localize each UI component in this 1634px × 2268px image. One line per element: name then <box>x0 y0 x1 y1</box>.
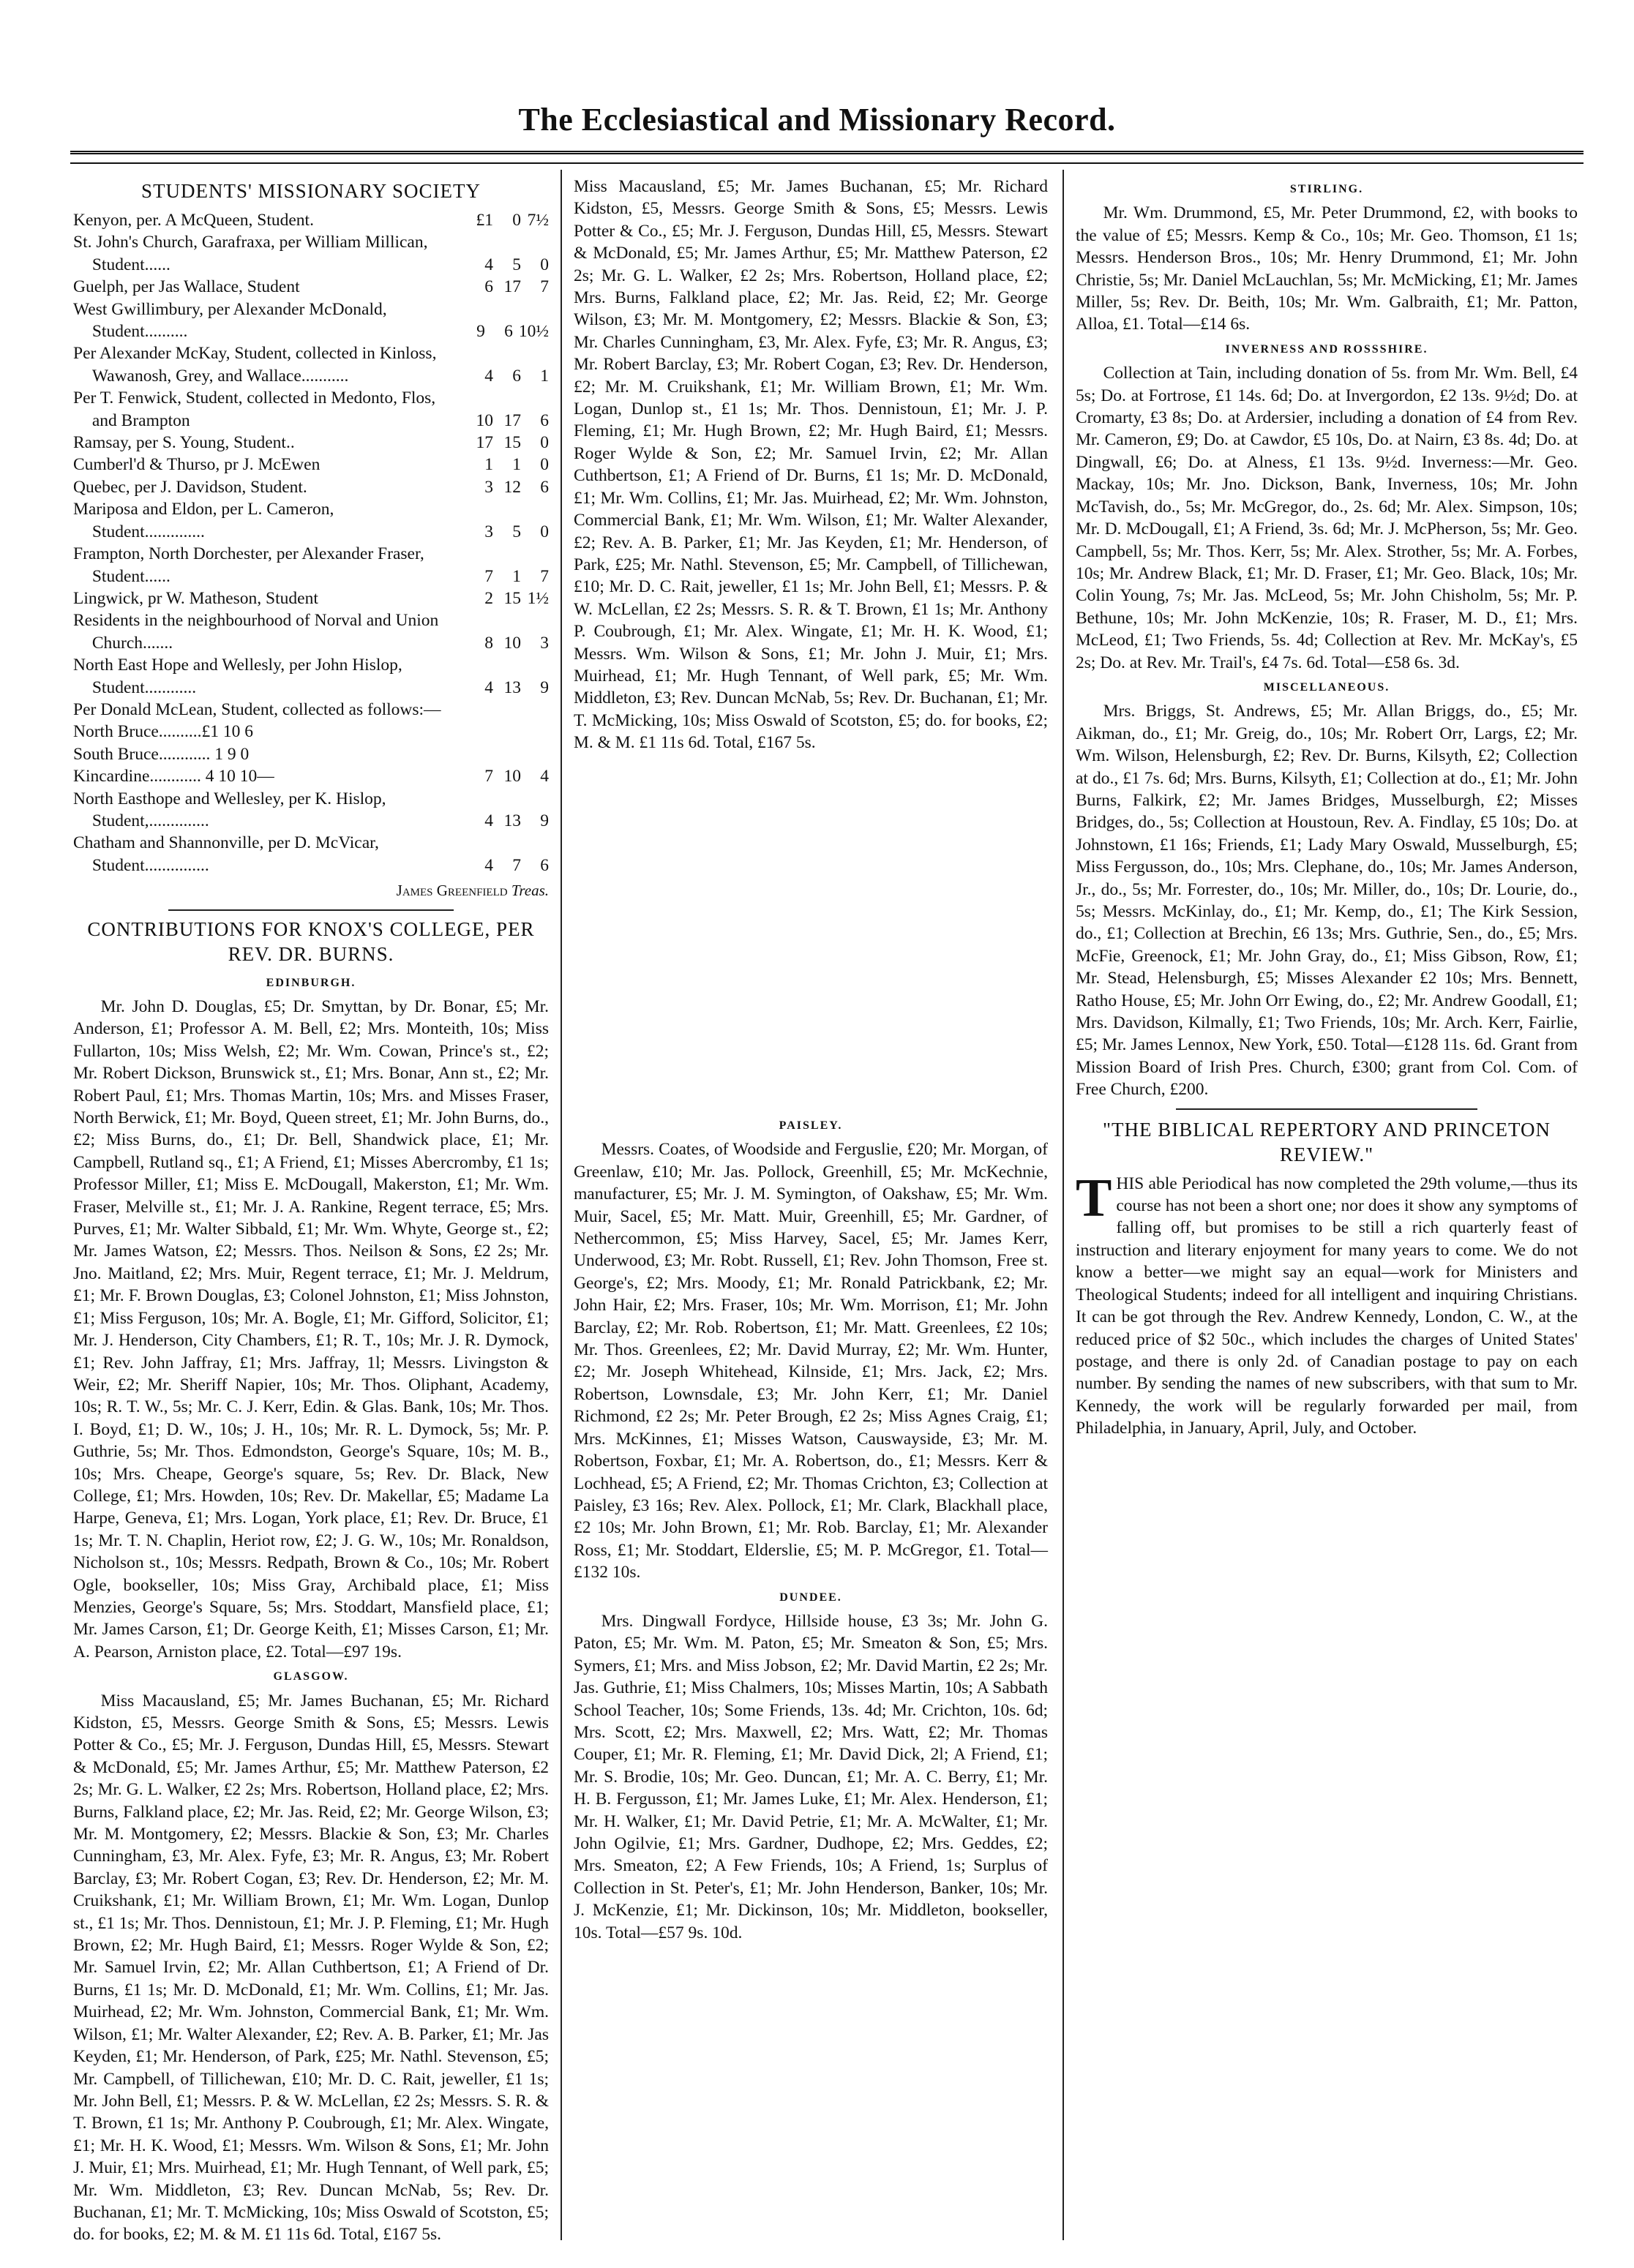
entry-amount <box>446 432 549 454</box>
amount-part: 1½ <box>527 588 549 608</box>
amount-part: 9 <box>540 811 549 830</box>
subheading: INVERNESS AND ROSSSHIRE. <box>1225 342 1428 356</box>
entry-amount <box>446 410 549 432</box>
section-divider <box>168 909 454 911</box>
list-item <box>73 832 549 876</box>
column-divider <box>561 170 562 2240</box>
amount-part: 0 <box>540 433 549 453</box>
entry-amount <box>446 365 549 387</box>
entry-amount <box>446 587 549 609</box>
amount-part: 1 <box>512 566 521 586</box>
amount-part: 7 <box>540 277 549 297</box>
amount-part: 6 <box>540 855 549 875</box>
treasurer-name: James Greenfield <box>396 882 508 900</box>
entry-label: Cumberl'd & Thurso, pr J. McEwen <box>73 455 321 475</box>
entry-label: Kenyon, per. A McQueen, Student. <box>73 211 314 230</box>
section-divider <box>1176 1108 1477 1110</box>
amount-part: 0 <box>512 211 521 230</box>
list-item <box>73 609 549 654</box>
amount-part: 0 <box>540 522 549 541</box>
entry-label: Per T. Fenwick, Student, collected in Medonto, Flos, and Brampton <box>73 388 436 430</box>
entry-amount <box>446 320 549 342</box>
masthead-rule-thin <box>70 162 1584 164</box>
list-item <box>73 342 549 387</box>
amount-part: 9 <box>476 322 485 342</box>
list-item <box>73 765 549 787</box>
paragraph <box>574 176 1048 1112</box>
amount-part: 4 <box>484 855 493 875</box>
amount-part: 6 <box>540 410 549 430</box>
entry-label: North East Hope and Wellesly, per John Hislop, Student............ <box>73 656 402 697</box>
entry-amount <box>446 521 549 543</box>
amount-part: 9 <box>540 677 549 697</box>
entry-label: Guelph, per Jas Wallace, Student <box>73 277 300 297</box>
amount-part: 6 <box>540 477 549 497</box>
list-item <box>73 231 549 276</box>
entry-amount <box>446 254 549 276</box>
entry-label: St. John's Church, Garafraxa, per William Millican, Student...... <box>73 233 428 274</box>
amount-part: 17 <box>503 277 521 297</box>
masthead-rule <box>70 151 1584 154</box>
entry-label: North Easthope and Wellesley, per K. Hislop, Student,.............. <box>73 789 386 830</box>
entry-label: Residents in the neighbourhood of Norval and Union Church....... <box>73 611 439 653</box>
entry-amount <box>446 632 549 654</box>
amount-part: 0 <box>540 455 549 475</box>
amount-part: 17 <box>476 433 493 453</box>
amount-part: 1 <box>540 366 549 386</box>
entry-label: Frampton, North Dorchester, per Alexander Fraser, Student...... <box>73 544 424 586</box>
treasurer-title: Treas. <box>511 882 549 900</box>
amount-part: 0 <box>540 255 549 274</box>
section-heading: STUDENTS' MISSIONARY SOCIETY <box>141 180 481 202</box>
subheading: STIRLING. <box>1289 183 1364 195</box>
column-3 <box>1076 176 1578 1440</box>
entry-amount <box>446 209 549 231</box>
subheading: EDINBURGH. <box>266 976 356 989</box>
list-item <box>73 788 549 833</box>
amount-part: 5 <box>512 255 521 274</box>
amount-part: 15 <box>503 588 521 608</box>
amount-part: 4 <box>484 255 493 274</box>
paragraph: Messrs. Coates, of Woodside and Ferguslie, £20; Mr. Morgan, of Greenlaw, £10; Mr. Jas. Pollock, Greenhill, £5; Mr. McKechnie, manufacturer, £5; Mr. J. M. Symington, of Oakshaw, £5; Mr. Wm. Muir, Sacel, £5; Mr. Matt. Muir, Greenhill, £5; Mr. Gardner, of Nethercommon, £5; Miss Harvey, Sacel, £5; Mr. James Kerr, Underwood, £3; Mr. Robt. Russell, £1; Rev. John Thomson, Free st. George's, £2; Mrs. Moody, £1; Mr. Ronald Patrickbank, £2; Mr. John Hair, £2; Mrs. Fraser, 10s; Mr. Wm. Morrison, £1; Mr. John Barclay, £2; Mr. Rob. Robertson, £1; Mr. Matt. Greenlees, £2 10s; Mr. Thos. Greenlees, £2; Mr. David Murray, £2; Mr. Wm. Hunter, £2; Mr. Joseph Whitehead, Kilnside, £1; Mrs. Jack, £2; Mrs. Robertson, Lownsdale, £3; Mr. John Kerr, £1; Mr. Daniel Richmond, £2 2s; Mr. Peter Brough, £2 2s; Miss Agnes Craig, £1; Mrs. McKinnes, £1; Misses Watson, Causwayside, £3; Mr. M. Robertson, Foxbar, £1; Mr. A. Robertson, do., £1; Messrs. Kerr & Lochhead, £5; A Friend, £2; Mr. Thomas Crichton, £3; Collection at Paisley, £3 16s; Rev. Alex. Pollock, £1; Mr. Clark, Blackhall place, £2 10s; Mr. John Brown, £1; Mr. Rob. Barclay, £1; Mr. Alexander Ross, £1; Mr. Stoddart, Elderslie, £5; M. P. McGregor, £1. Total—£132 10s. <box>574 1140 1048 1582</box>
entry-label: South Bruce............ 1 9 0 <box>73 744 250 764</box>
entry-amount <box>446 855 549 876</box>
paragraph <box>1076 1168 1578 1440</box>
entry-label: Chatham and Shannonville, per D. McVicar, Student............... <box>73 833 379 875</box>
entry-label: Per Alexander McKay, Student, collected in Kinloss, Wawanosh, Grey, and Wallace........... <box>73 344 437 386</box>
review-body: HIS able Periodical has now completed the 29th volume,—thus its course has not been a short one; nor does it show any symptoms of falling off, but promises to be still a rich quarterly feast of instruction and literary enjoyment for many years to come. We do not know a better—we might say an equal—work for Ministers and Theological Students; indeed for all intelligent and inquiring Christians. It can be got through the Rev. Andrew Kennedy, London, C. W., at the reduced price of $2 50c., which includes the charges of United States' postage, and there is only 2d. of Canadian postage to pay on each number. By sending the names of new subscribers, with that sum to Mr. Kennedy, the work will be regularly forwarded per mail, from Philadelphia, in January, April, July, and October. <box>1076 1174 1578 1438</box>
entry-label: Mariposa and Eldon, per L. Cameron, Student.............. <box>73 500 334 541</box>
list-item <box>73 476 549 498</box>
amount-part: 5 <box>512 522 521 541</box>
masthead: The Ecclesiastical and Missionary Record. <box>518 102 1116 138</box>
subheading: PAISLEY. <box>779 1119 843 1132</box>
amount-part: 8 <box>484 633 493 653</box>
paragraph: Collection at Tain, including donation of 5s. from Mr. Wm. Bell, £4 5s; Do. at Fortrose, £1 14s. 6d; Do. at Invergordon, £2 13s. 9½d; Do. at Cromarty, £3 8s; Do. at Ardersier, including a donation of £4 from Rev. Mr. Cameron, £9; Do. at Cawdor, £5 10s, Do. at Nairn, £3 8s. 4d; Do. at Dingwall, £6; Do. at Alness, £1 13s. 9½d. Inverness:—Mr. Geo. Mackay, 10s; Mr. Jno. Dickson, Bank, Inverness, 10s; Mr. John McTavish, do., 5s; Mr. McGregor, do., 2s. 6d; Mr. Alex. Simpson, 10s; Mr. D. McDougall, £1; A Friend, 3s. 6d; Mr. J. McPherson, 5s; Mr. Geo. Campbell, 5s; Mr. Thos. Kerr, 5s; Mr. Alex. Strother, 5s; Mr. A. Forbes, 10s; Mr. Andrew Black, £1; Mr. D. Fraser, £1; Mr. Geo. Black, 10s; Mr. Colin Young, 7s; Mr. Jas. McLeod, 5s; Mr. John Chisholm, 5s; Mr. P. Bethune, 10s; Mr. John McKenzie, 10s; R. Fraser, M. D., £1; Mrs. McLeod, £1; Two Friends, 5s. 4d; Collection at Rev. Mr. McKay's, £5 2s; Do. at Rev. Mr. Trail's, £4 7s. 6d. Total—£58 6s. 3d. <box>1076 364 1578 672</box>
list-item <box>73 721 549 743</box>
subheading: GLASGOW. <box>273 1670 349 1683</box>
amount-part: 13 <box>503 811 521 830</box>
amount-part: 10½ <box>518 322 549 342</box>
entry-amount <box>446 677 549 699</box>
subheading: MISCELLANEOUS. <box>1263 680 1390 694</box>
amount-part: 2 <box>484 588 493 608</box>
entry-amount <box>446 566 549 587</box>
entry-label: Ramsay, per S. Young, Student.. <box>73 433 295 453</box>
column-divider <box>1063 170 1064 2240</box>
entry-amount <box>446 454 549 476</box>
amount-part: 3 <box>484 522 493 541</box>
amount-part: 3 <box>484 477 493 497</box>
subscription-list <box>73 209 549 876</box>
section-heading: CONTRIBUTIONS FOR KNOX'S COLLEGE, PER REV. DR. BURNS. <box>87 917 535 965</box>
amount-part: 12 <box>503 477 521 497</box>
list-item <box>73 498 549 543</box>
entry-label: Kincardine............ 4 10 10— <box>73 767 274 786</box>
amount-part: 7 <box>540 566 549 586</box>
entry-label: Lingwick, pr W. Matheson, Student <box>73 588 318 608</box>
drop-cap: T <box>1076 1168 1112 1228</box>
amount-part: 4 <box>484 677 493 697</box>
entry-label: North Bruce..........£1 10 6 <box>73 722 254 742</box>
entry-label: Quebec, per J. Davidson, Student. <box>73 477 307 497</box>
amount-part: 7 <box>484 566 493 586</box>
list-item <box>73 543 549 587</box>
list-item <box>73 209 549 231</box>
entry-amount <box>446 810 549 832</box>
entry-amount <box>446 276 549 298</box>
list-item <box>73 699 549 721</box>
amount-part: 4 <box>484 366 493 386</box>
list-item <box>73 743 549 765</box>
amount-part: 10 <box>503 633 521 653</box>
list-item <box>73 587 549 609</box>
list-item <box>73 387 549 432</box>
amount-part: 7½ <box>527 211 549 230</box>
amount-part: 17 <box>503 410 521 430</box>
paragraph: Miss Macausland, £5; Mr. James Buchanan, £5; Mr. Richard Kidston, £5, Messrs. George Smith & Sons, £5; Messrs. Lewis Potter & Co., £5; Mr. J. Ferguson, Dundas Hill, £5, Messrs. Stewart & McDonald, £5; Mr. James Arthur, £5; Mr. Matthew Paterson, £2 2s; Mr. G. L. Walker, £2 2s; Mrs. Robertson, Holland place, £2; Mrs. Burns, Falkland place, £2; Mr. Jas. Reid, £2; Mr. George Wilson, £3; Mr. M. Montgomery, £2; Messrs. Blackie & Son, £3; Mr. Charles Cunningham, £3, Mr. Alex. Fyfe, £3; Mr. R. Angus, £3; Mr. Robert Barclay, £3; Mr. Robert Cogan, £3; Rev. Dr. Henderson, £2; Mr. M. Cruikshank, £1; Mr. William Brown, £1; Mr. Wm. Logan, Dunlop st., £1 1s; Mr. Thos. Dennistoun, £1; Mr. J. P. Fleming, £1; Mr. Hugh Brown, £2; Mr. Hugh Baird, £1; Messrs. Roger Wylde & Son, £2; Mr. Samuel Irvin, £2; Mr. Allan Cuthbertson, £1; A Friend of Dr. Burns, £1 1s; Mr. D. McDonald, £1; Mr. Wm. Collins, £1; Mr. Jas. Muirhead, £2; Mr. Wm. Johnston, Commercial Bank, £1; Mr. Wm. Wilson, £1; Mr. Walter Alexander, £2; Rev. A. B. Parker, £1; Mr. Jas Keyden, £1; Mr. Henderson, of Park, £25; Mr. Nathl. Stevenson, £5; Mr. Campbell, of Tillichewan, £10; Mr. D. C. Rait, jeweller, £1 1s; Mr. John Bell, £1; Messrs. P. & W. McLellan, £2 2s; Messrs. S. R. & T. Brown, £1 1s; Mr. Anthony P. Coubrough, £1; Mr. Alex. Wingate, £1; Mr. H. K. Wood, £1; Messrs. Wm. Wilson & Sons, £1; Mr. John J. Muir, £1; Mrs. Muirhead, £1; Mr. Hugh Tennant, of Well park, £5; Mr. Wm. Middleton, £3; Rev. Duncan McNab, 5s; Rev. Dr. Buchanan, £1; Mr. T. McMicking, 10s; Miss Oswald of Scotston, £5; do. for books, £2; M. & M. £1 11s 6d. Total, £167 5s. <box>73 1691 549 2245</box>
entry-label: West Gwillimbury, per Alexander McDonald, Student.......... <box>73 299 387 342</box>
continued-text: Miss Macausland, £5; Mr. James Buchanan, £5; Mr. Richard Kidston, £5, Messrs. George Smith & Sons, £5; Messrs. Lewis Potter & Co., £5; Mr. J. Ferguson, Dundas Hill, £5, Messrs. Stewart & McDonald, £5; Mr. James Arthur, £5; Mr. Matthew Paterson, £2 2s; Mr. G. L. Walker, £2 2s; Mrs. Robertson, Holland place, £2; Mrs. Burns, Falkland place, £2; Mr. Jas. Reid, £2; Mr. George Wilson, £3; Mr. M. Montgomery, £2; Messrs. Blackie & Son, £3; Mr. Charles Cunningham, £3, Mr. Alex. Fyfe, £3; Mr. R. Angus, £3; Mr. Robert Barclay, £3; Mr. Robert Cogan, £3; Rev. Dr. Henderson, £2; Mr. M. Cruikshank, £1; Mr. William Brown, £1; Mr. Wm. Logan, Dunlop st., £1 1s; Mr. Thos. Dennistoun, £1; Mr. J. P. Fleming, £1; Mr. Hugh Brown, £2; Mr. Hugh Baird, £1; Messrs. Roger Wylde & Son, £2; Mr. Samuel Irvin, £2; Mr. Allan Cuthbertson, £1; A Friend of Dr. Burns, £1 1s; Mr. D. McDonald, £1; Mr. Wm. Collins, £1; Mr. Jas. Muirhead, £2; Mr. Wm. Johnston, Commercial Bank, £1; Mr. Wm. Wilson, £1; Mr. Walter Alexander, £2; Rev. A. B. Parker, £1; Mr. Jas Keyden, £1; Mr. Henderson, of Park, £25; Mr. Nathl. Stevenson, £5; Mr. Campbell, of Tillichewan, £10; Mr. D. C. Rait, jeweller, £1 1s; Mr. John Bell, £1; Messrs. P. & W. McLellan, £2 2s; Messrs. S. R. & T. Brown, £1 1s; Mr. Anthony P. Coubrough, £1; Mr. Alex. Wingate, £1; Mr. H. K. Wood, £1; Messrs. Wm. Wilson & Sons, £1; Mr. John J. Muir, £1; Mrs. Muirhead, £1; Mr. Hugh Tennant, of Well park, £5; Mr. Wm. Middleton, £3; Rev. Duncan McNab, 5s; Rev. Dr. Buchanan, £1; Mr. T. McMicking, 10s; Miss Oswald of Scotston, £5; do. for books, £2; M. & M. £1 11s 6d. Total, £167 5s. <box>574 177 1048 753</box>
section-heading: "THE BIBLICAL REPERTORY AND PRINCETON REVIEW." <box>1103 1118 1551 1165</box>
amount-part: 3 <box>540 633 549 653</box>
amount-part: 13 <box>503 677 521 697</box>
list-item <box>73 276 549 298</box>
amount-part: 7 <box>512 855 521 875</box>
entry-amount <box>446 765 549 787</box>
column-1 <box>73 176 549 2245</box>
list-item <box>73 298 549 343</box>
amount-part: 6 <box>504 322 513 342</box>
amount-part: 6 <box>512 366 521 386</box>
paragraph: Mr. Wm. Drummond, £5, Mr. Peter Drummond, £2, with books to the value of £5; Messrs. Kemp & Co., 10s; Mr. Geo. Thomson, £1 1s; Messrs. Henderson Bros., 10s; Mr. Henry Drummond, £1; Mr. John Christie, 5s; Mr. Daniel McLauchlan, 5s; Mr. McMicking, £1; Mr. James Miller, 5s; Rev. Dr. Beith, 10s; Mr. Wm. Galbraith, £1; Mr. Patton, Alloa, £1. Total—£14 6s. <box>1076 203 1578 334</box>
entry-amount <box>446 476 549 498</box>
amount-part: 6 <box>484 277 493 297</box>
amount-part: 7 <box>484 767 493 786</box>
amount-part: 1 <box>512 455 521 475</box>
list-item <box>73 654 549 699</box>
amount-part: 4 <box>540 767 549 786</box>
paragraph: Mrs. Briggs, St. Andrews, £5; Mr. Allan Briggs, do., £5; Mr. Aikman, do., £1; Mr. Greig, do., 10s; Mr. Robert Orr, Largs, £2; Mr. Wm. Wilson, Helensburgh, £2; Rev. Dr. Burns, Kilsyth, £2; Collection at do., £1 7s. 6d; Mrs. Burns, Kilsyth, £1; Collection at do., £1; Mr. John Burns, Falkirk, £2; Mr. James Bridges, Musselburgh, £2; Misses Bridges, do., 5s; Collection at Houstoun, Rev. A. Findlay, £5 10s; Do. at Johnstown, £1 16s; Friends, £1; Lady Mary Oswald, Musselburgh, £5; Miss Fergusson, do., 10s; Mrs. Clephane, do., 10s; Mr. James Anderson, Jr., do., 5s; Mr. Forrester, do., 10s; Mr. Miller, do., 10s; Dr. Lourie, do., 5s; Messrs. McKinlay, do., £1; Mr. Kemp, do., £1; The Kirk Session, do., £1; Collection at Brechin, £6 13s; Mrs. Guthrie, Sen., do., £5; Mrs. McFie, Greenock, £1; Mr. John Gray, do., £1; Miss Gibson, Row, £1; Mr. Stead, Helensburgh, £5; Misses Alexander £2 10s; Mrs. Bennett, Ratho House, £5; Mr. John Orr Ewing, do., £2; Mr. Andrew Goodall, £1; Mrs. Davidson, Kilmally, £1; Two Friends, 10s; Mr. Arch. Kerr, Fairlie, £5; Mr. James Lennox, New York, £50. Total—£128 11s. 6d. Grant from Mission Board of Irish Pres. Church, £300; grant from Col. Com. of Free Church, £200. <box>1076 702 1578 1100</box>
subheading: DUNDEE. <box>779 1591 842 1604</box>
paragraph: Mrs. Dingwall Fordyce, Hillside house, £3 3s; Mr. John G. Paton, £5; Mr. Wm. M. Paton, £5; Mr. Smeaton & Son, £5; Mrs. Symers, £1; Mrs. and Miss Jobson, £2; Mr. David Martin, £2 2s; Mr. Jas. Guthrie, £1; Miss Chalmers, 10s; Misses Martin, 10s; A Sabbath School Teacher, 10s; Some Friends, 13s. 4d; Mr. Crichton, 10s. 6d; Mrs. Scott, £2; Mrs. Maxwell, £2; Mrs. Watt, £2; Mr. Thomas Couper, £1; Mr. R. Fleming, £1; Mr. David Dick, 2l; A Friend, £1; Mr. S. Brodie, 10s; Mr. Geo. Duncan, £1; Mr. A. C. Berry, £1; Mr. H. B. Fergusson, £1; Mr. James Luke, £1; Mr. Alex. Henderson, £1; Mr. H. Walker, £1; Mr. David Petrie, £1; Mr. A. McWalter, £1; Mr. John Ogilvie, £1; Mrs. Gardner, Dudhope, £2; Mrs. Geddes, £2; Mrs. Smeaton, £2; A Few Friends, 10s; A Friend, 1s; Surplus of Collection in St. Peter's, £1; Mr. John Henderson, Banker, 10s; Mr. J. McKenzie, £1; Mr. Dickinson, 10s; Mr. Middleton, bookseller, 10s. Total—£57 9s. 10d. <box>574 1611 1048 1942</box>
amount-part: 4 <box>484 811 493 830</box>
amount-part: 1 <box>484 455 493 475</box>
amount-part: 10 <box>503 767 521 786</box>
list-item <box>73 454 549 476</box>
list-item <box>73 432 549 454</box>
amount-part: £1 <box>476 211 493 230</box>
column-2 <box>574 176 1048 1944</box>
amount-part: 15 <box>503 433 521 453</box>
amount-part: 10 <box>476 410 493 430</box>
entry-label: Per Donald McLean, Student, collected as follows:— <box>73 699 441 719</box>
paragraph: Mr. John D. Douglas, £5; Dr. Smyttan, by Dr. Bonar, £5; Mr. Anderson, £1; Professor A. M. Bell, £2; Mrs. Monteith, 10s; Miss Fullarton, 10s; Miss Welsh, £2; Mr. Wm. Cowan, Prince's st., £2; Mr. Robert Dickson, Brunswick st., £1; Mrs. Bonar, Ann st., £2; Mr. Robert Paul, £1; Mrs. Thomas Martin, 10s; Mrs. and Misses Fraser, North Berwick, £1; Mr. Boyd, Queen street, £1; Mr. John Burns, do., £2; Miss Burns, do., £1; Dr. Bell, Shandwick place, £1; Mr. Campbell, Rutland sq., £1; A Friend, £1; Misses Abercromby, £1 1s; Professor Miller, £1; Miss E. McDougall, Makerston, £1; Mr. Wm. Fraser, Melville st., £1; Mr. J. A. Rankine, Regent terrace, £5; Mrs. Purves, £1; Mr. Walter Sibbald, £1; Mr. Wm. Whyte, George st., £2; Mr. James Watson, £2; Messrs. Thos. Neilson & Sons, £2 2s; Mr. Jno. Maitland, £2; Mrs. Muir, Regent terrace, £1; Mr. J. Meldrum, £1; Mr. F. Brown Douglas, £3; Colonel Johnston, £1; Miss Johnston, £1; Miss Ferguson, 10s; Mr. A. Bogle, £1; Mr. Gifford, Solicitor, £1; Mr. J. Henderson, City Chambers, £1; R. T., 10s; Mr. J. R. Dymock, £1; Rev. John Jaffray, £1; Mrs. Jaffray, 1l; Messrs. Livingston & Weir, £2; Mr. Sheriff Napier, 10s; Mr. Thos. Oliphant, Academy, 10s; R. T. W., 5s; Mr. C. J. Kerr, Edin. & Glas. Bank, 10s; Mr. Thos. I. Boyd, £1; D. W., 10s; J. H., 10s; Mr. R. L. Dymock, 5s; Mr. P. Guthrie, 5s; Mr. Thos. Edmondston, George's Square, 10s; M. B., 10s; Mrs. Cheape, George's square, 5s; Rev. Dr. Black, New College, £1; Mrs. Howden, 10s; Rev. Dr. Makellar, £5; Madame La Harpe, Geneva, £1; Mrs. Logan, York place, £1; Rev. Dr. Bruce, £1 1s; Mr. T. N. Chaplin, Heriot row, £2; J. G. W., 10s; Mr. Ronaldson, Nicholson st., 10s; Messrs. Redpath, Brown & Co., 10s; Mr. Robert Ogle, bookseller, 10s; Miss Gray, Archibald place, £1; Miss Menzies, George's Square, 5s; Mrs. Stoddart, Mansfield place, £1; Mr. James Carson, £1; Dr. George Keith, £1; Misses Carson, £1; Mr. A. Pearson, Arniston place, £2. Total—£97 19s. <box>73 997 549 1661</box>
treasurer-signature <box>73 879 549 901</box>
